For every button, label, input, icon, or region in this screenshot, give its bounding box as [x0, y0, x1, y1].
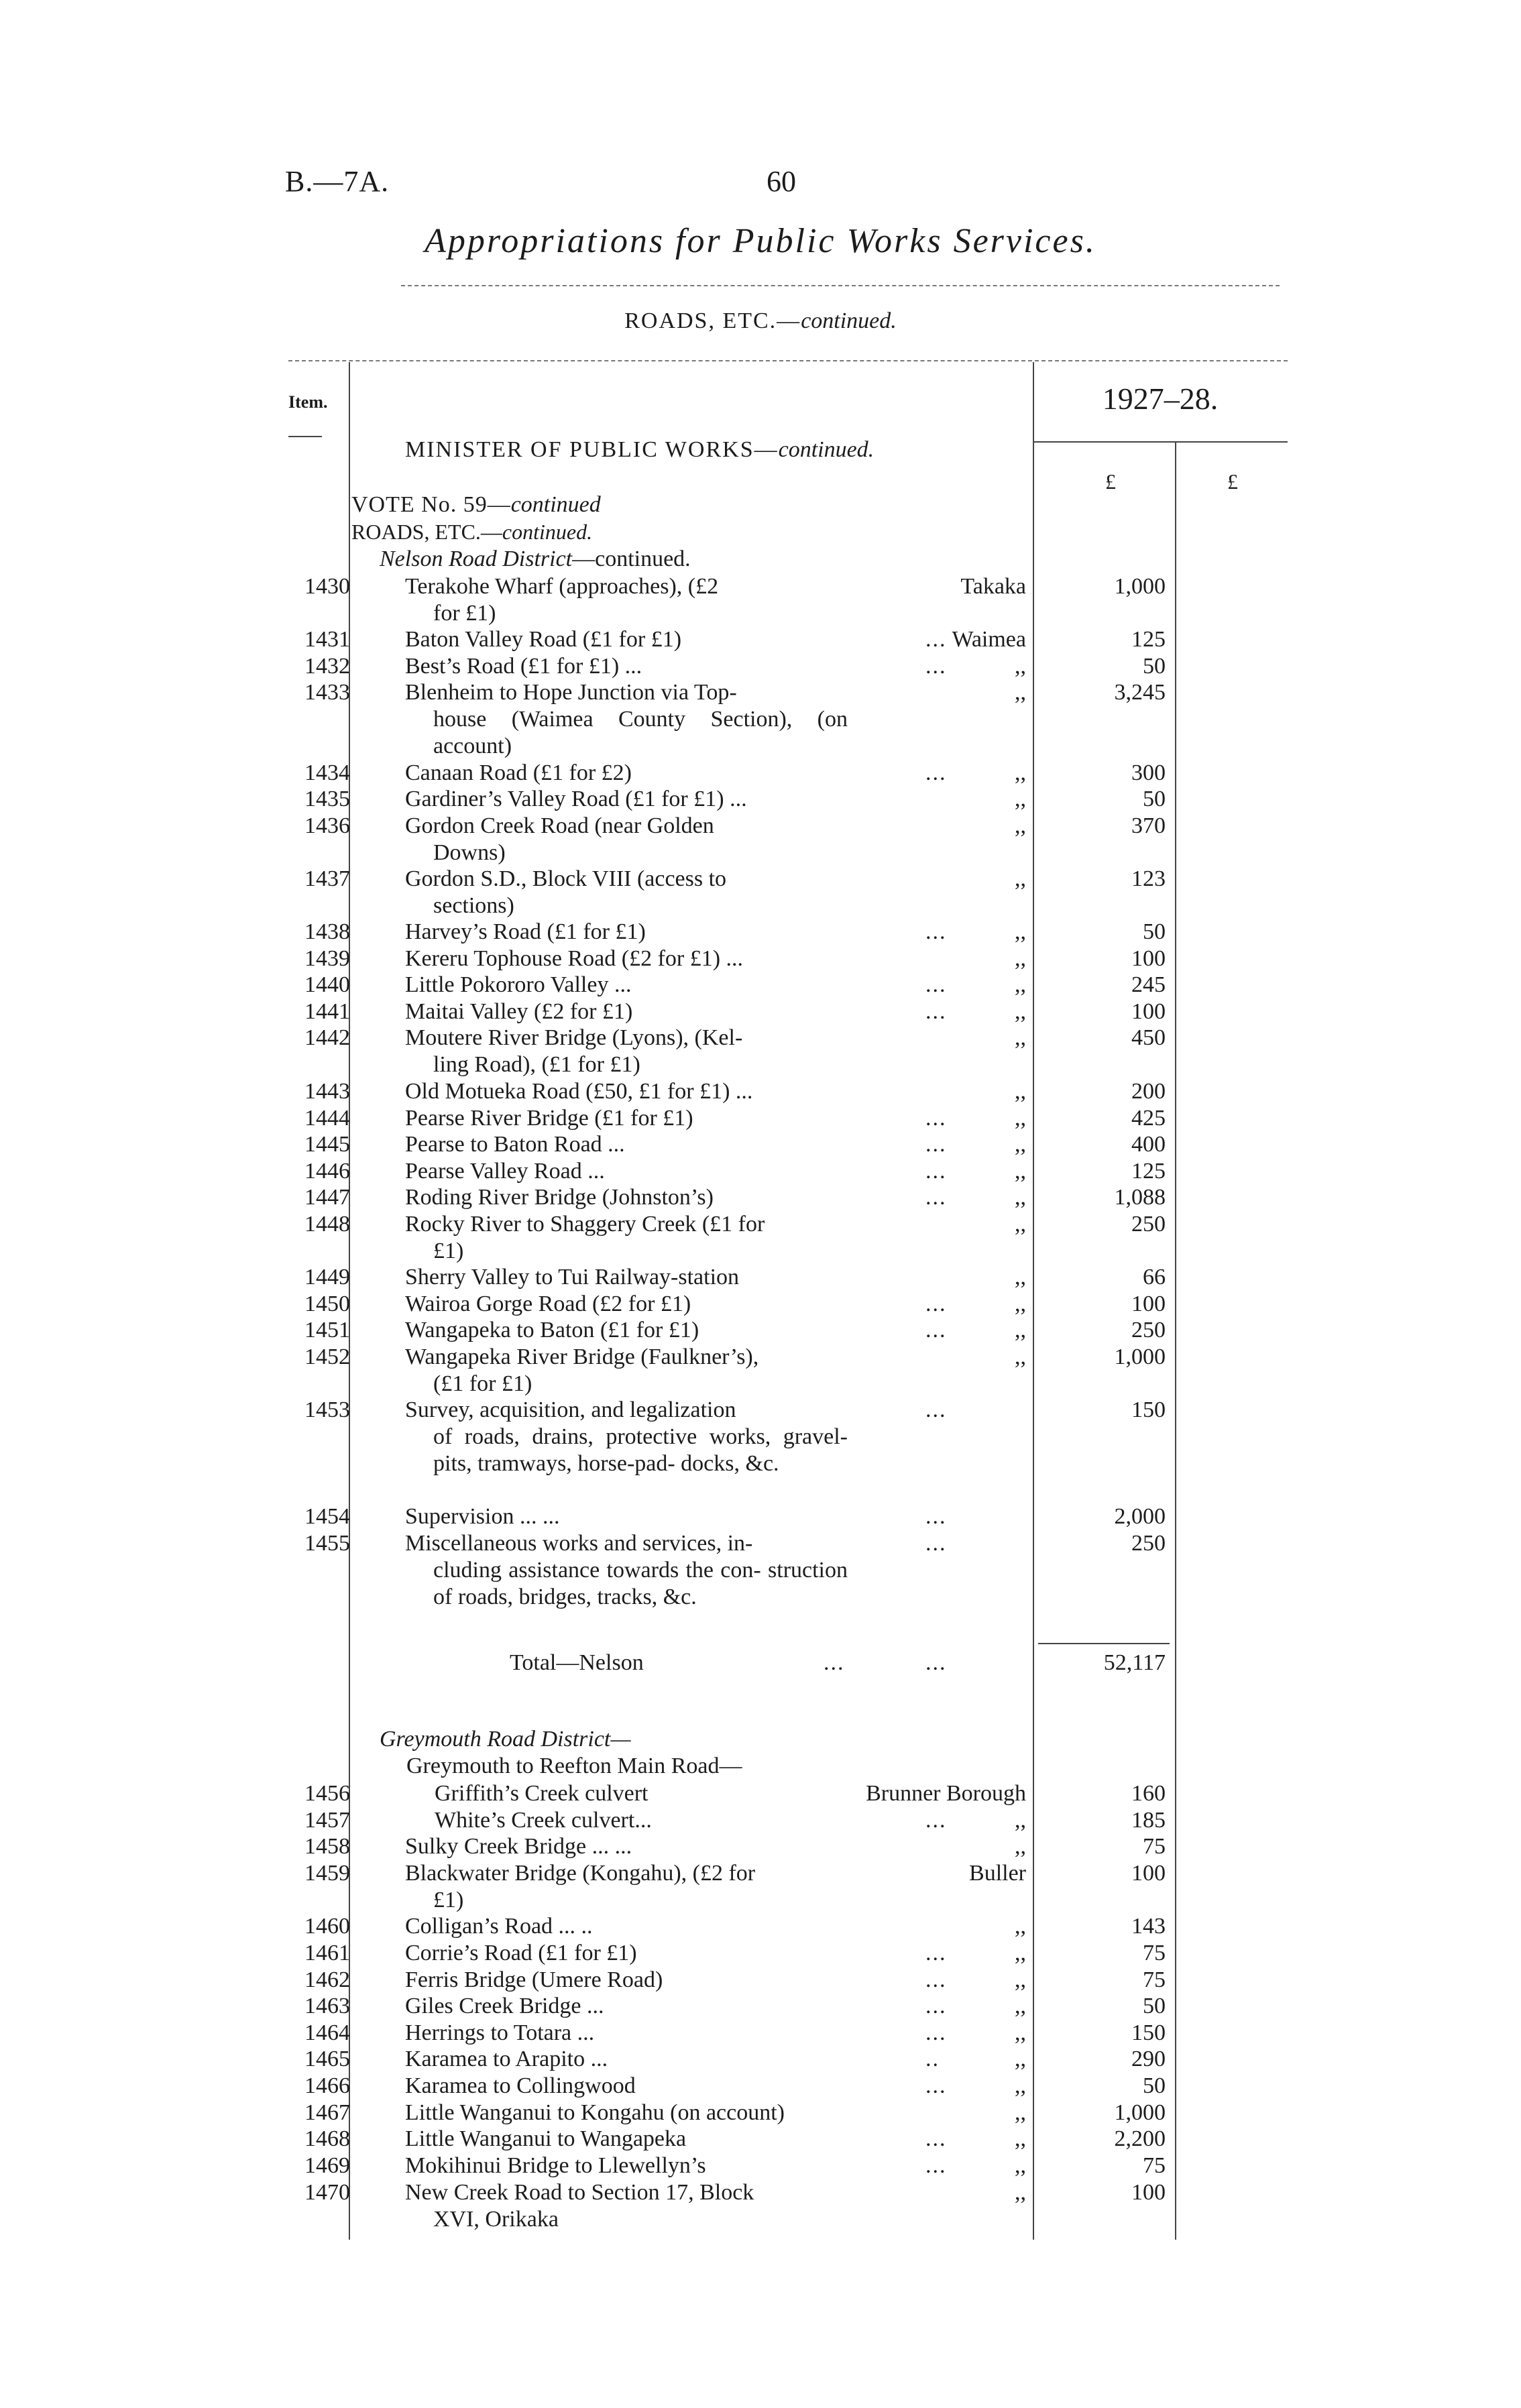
item-description — [405, 1913, 848, 1940]
county-name: ,, — [1015, 2180, 1026, 2205]
county-name: Brunner Borough — [866, 1781, 1026, 1806]
amount-value: 1,000 — [1114, 2100, 1166, 2125]
item-description — [405, 2153, 848, 2179]
item-description — [405, 2020, 848, 2047]
item-description — [405, 786, 848, 813]
description-continuation: (£1 for £1) — [433, 1371, 532, 1396]
county-name: Buller — [969, 1861, 1026, 1886]
item-number: 1456 — [304, 1781, 350, 1806]
amount-value: 300 — [1131, 760, 1166, 785]
item-description — [405, 679, 848, 760]
leader-dots: ... — [925, 1159, 947, 1184]
amount-value: 370 — [1131, 813, 1166, 838]
description-text: White’s Creek culvert... — [435, 1808, 652, 1833]
amount-value: 125 — [1131, 1159, 1166, 1184]
item-number: 1439 — [304, 946, 350, 971]
amount-value: 160 — [1131, 1781, 1166, 1806]
leader-dots: ... — [925, 760, 947, 785]
amount-value: 100 — [1131, 2180, 1166, 2205]
description-text: Griffith’s Creek culvert — [435, 1781, 649, 1806]
item-description — [405, 972, 848, 998]
amount-value: 1,000 — [1114, 574, 1166, 599]
description-text: Pearse to Baton Road ... — [405, 1132, 625, 1157]
amount-value: 200 — [1131, 1079, 1166, 1104]
description-text: Wangapeka River Bridge (Faulkner’s), — [405, 1344, 759, 1369]
description-continuation: £1) — [433, 1239, 464, 1263]
item-number: 1468 — [304, 2126, 350, 2151]
item-number: 1459 — [304, 1861, 350, 1886]
description-text: Survey, acquisition, and legalization — [405, 1397, 736, 1422]
item-description — [405, 626, 848, 653]
description-text: Terakohe Wharf (approaches), (£2 — [405, 574, 719, 599]
vote-heading: VOTE No. 59—continued — [351, 492, 601, 517]
county-name: ,, — [1015, 1132, 1026, 1157]
year-column-header: 1927–28. — [1102, 382, 1219, 416]
amount-value: 75 — [1143, 1967, 1166, 1992]
description-text: Pearse River Bridge (£1 for £1) — [405, 1106, 693, 1131]
item-number: 1469 — [304, 2153, 350, 2178]
leader-dots: ... — [925, 1967, 947, 1992]
item-description — [405, 813, 848, 866]
amount-value: 2,200 — [1114, 2126, 1166, 2151]
amount-value: 450 — [1131, 1025, 1166, 1050]
leader-dots: ... — [925, 2126, 947, 2151]
leader-dots: ... — [925, 1650, 947, 1675]
description-text: Colligan’s Road ... .. — [405, 1914, 593, 1939]
county-name: ,, — [1015, 1106, 1026, 1131]
item-description — [405, 919, 848, 945]
county-name: ,, — [1015, 1318, 1026, 1342]
description-text: Ferris Bridge (Umere Road) — [405, 1967, 663, 1992]
description-text: Little Pokororo Valley ... — [405, 972, 632, 997]
item-number: 1453 — [304, 1397, 350, 1422]
county-name: ,, — [1015, 1808, 1026, 1833]
description-text: Rocky River to Shaggery Creek (£1 for — [405, 1212, 765, 1237]
item-number: 1432 — [304, 654, 350, 679]
item-number: 1451 — [304, 1318, 350, 1342]
amount-value: 100 — [1131, 946, 1166, 971]
county-name: ,, — [1015, 787, 1026, 811]
amount-value: 50 — [1143, 919, 1166, 944]
description-text: Canaan Road (£1 for £2) — [405, 760, 632, 785]
description-continuation: XVI, Orikaka — [433, 2207, 559, 2232]
county-name: ,, — [1015, 1025, 1026, 1050]
description-continuation: cluding assistance towards the con- struction of roads, bridges, tracks, &c. — [433, 1558, 848, 1609]
amount-value: 75 — [1143, 2153, 1166, 2178]
description-text: Sherry Valley to Tui Railway-station — [405, 1265, 740, 1289]
item-description — [405, 945, 848, 972]
leader-dots: ... — [824, 1650, 845, 1675]
item-number: 1438 — [304, 919, 350, 944]
description-text: New Creek Road to Section 17, Block — [405, 2180, 754, 2205]
county-name: ,, — [1015, 1914, 1026, 1939]
description-text: Gardiner’s Valley Road (£1 for £1) ... — [405, 787, 747, 811]
amount-value: 75 — [1143, 1941, 1166, 1965]
description-text: Herrings to Totara ... — [405, 2020, 595, 2045]
county-name: ,, — [1015, 2020, 1026, 2045]
amount-value: 50 — [1143, 1994, 1166, 2018]
description-text: Karamea to Arapito ... — [405, 2047, 608, 2071]
item-description — [405, 2126, 848, 2153]
county-name: ,, — [1015, 760, 1026, 785]
item-description — [405, 1211, 848, 1265]
item-description — [405, 1264, 848, 1291]
description-text: Blackwater Bridge (Kongahu), (£2 for — [405, 1861, 756, 1886]
item-number: 1436 — [304, 813, 350, 838]
item-description — [405, 1184, 848, 1211]
county-name: ,, — [1015, 2126, 1026, 2151]
item-description — [405, 1833, 848, 1860]
description-text: Supervision ... ... — [405, 1504, 560, 1529]
item-number: 1455 — [304, 1531, 350, 1556]
description-text: Wangapeka to Baton (£1 for £1) — [405, 1318, 699, 1342]
amount-value: 50 — [1143, 787, 1166, 811]
item-number: 1433 — [304, 680, 350, 705]
leader-dots: ... — [925, 1292, 947, 1316]
amount-value: 250 — [1131, 1212, 1166, 1237]
county-name: ,, — [1015, 919, 1026, 944]
amount-value: 425 — [1131, 1106, 1166, 1131]
item-number: 1465 — [304, 2047, 350, 2071]
item-description — [405, 1025, 848, 1078]
item-description — [405, 1940, 848, 1967]
item-number: 1440 — [304, 972, 350, 997]
item-number: 1447 — [304, 1185, 350, 1210]
item-description — [405, 1503, 848, 1530]
page-number: 60 — [767, 165, 796, 198]
county-name: Waimea — [952, 627, 1026, 652]
description-text: Roding River Bridge (Johnston’s) — [405, 1185, 714, 1210]
leader-dots: .. — [925, 2047, 940, 2071]
county-name: ,, — [1015, 1212, 1026, 1237]
county-name: ,, — [1015, 999, 1026, 1024]
leader-dots: ... — [925, 1504, 947, 1529]
item-description — [405, 1131, 848, 1158]
item-number: 1437 — [304, 866, 350, 891]
item-number: 1435 — [304, 787, 350, 811]
item-description — [435, 1780, 850, 1807]
county-name: ,, — [1015, 1344, 1026, 1369]
item-number: 1470 — [304, 2180, 350, 2205]
item-number: 1434 — [304, 760, 350, 785]
item-number: 1449 — [304, 1265, 350, 1289]
item-number: 1443 — [304, 1079, 350, 1104]
description-continuation: Downs) — [433, 840, 506, 865]
description-text: Giles Creek Bridge ... — [405, 1994, 604, 2018]
leader-dots: ... — [925, 1106, 947, 1131]
leader-dots: ... — [925, 2153, 947, 2178]
description-text: Sulky Creek Bridge ... ... — [405, 1834, 632, 1859]
county-name: ,, — [1015, 1159, 1026, 1184]
leader-dots: ... — [925, 2020, 947, 2045]
total-label: Total—Nelson — [510, 1650, 644, 1675]
amount-value: 66 — [1143, 1265, 1166, 1289]
leader-dots: ... — [925, 1397, 947, 1422]
item-description — [405, 2100, 848, 2126]
amount-value: 150 — [1131, 1397, 1166, 1422]
amount-value: 250 — [1131, 1318, 1166, 1342]
page-title: Appropriations for Public Works Services. — [425, 222, 1096, 260]
item-number: 1454 — [304, 1504, 350, 1529]
county-name: ,, — [1015, 1834, 1026, 1859]
county-name: ,, — [1015, 2047, 1026, 2071]
item-number: 1458 — [304, 1834, 350, 1859]
item-number: 1463 — [304, 1994, 350, 2018]
county-name: ,, — [1015, 2100, 1026, 2125]
amount-value: 185 — [1131, 1808, 1166, 1833]
road-subheading: Greymouth to Reefton Main Road— — [406, 1754, 742, 1778]
county-name: ,, — [1015, 1292, 1026, 1316]
document-reference: B.—7A. — [285, 165, 390, 198]
description-text: Pearse Valley Road ... — [405, 1159, 605, 1184]
item-number: 1467 — [304, 2100, 350, 2125]
amount-value: 100 — [1131, 1292, 1166, 1316]
amount-value: 100 — [1131, 999, 1166, 1024]
item-description — [405, 653, 848, 680]
amount-value: 290 — [1131, 2047, 1166, 2071]
amount-value: 245 — [1131, 972, 1166, 997]
district-heading-nelson: Nelson Road District—continued. — [380, 547, 691, 571]
leader-dots: ... — [925, 1808, 947, 1833]
amount-value: 250 — [1131, 1531, 1166, 1556]
description-text: Kereru Tophouse Road (£2 for £1) ... — [405, 946, 744, 971]
item-number: 1448 — [304, 1212, 350, 1237]
county-name: ,, — [1015, 1967, 1026, 1992]
item-description — [405, 1397, 848, 1477]
item-number: 1446 — [304, 1159, 350, 1184]
description-text: Gordon S.D., Block VIII (access to — [405, 866, 727, 891]
leader-dots: ... — [925, 627, 947, 652]
description-continuation: of roads, drains, protective works, gravel-pits, tramways, horse-pad- docks, &c. — [433, 1424, 848, 1476]
description-text: Corrie’s Road (£1 for £1) — [405, 1941, 637, 1965]
description-text: Wairoa Gorge Road (£2 for £1) — [405, 1292, 691, 1316]
item-number: 1442 — [304, 1025, 350, 1050]
leader-dots: ... — [925, 1185, 947, 1210]
amount-value: 50 — [1143, 654, 1166, 679]
description-continuation: ling Road), (£1 for £1) — [433, 1052, 640, 1077]
item-number: 1457 — [304, 1808, 350, 1833]
amount-value: 100 — [1131, 1861, 1166, 1886]
county-name: ,, — [1015, 1079, 1026, 1104]
county-name: ,, — [1015, 946, 1026, 971]
description-text: Little Wanganui to Kongahu (on account) — [405, 2100, 785, 2125]
county-name: ,, — [1015, 680, 1026, 705]
item-description — [405, 866, 848, 919]
leader-dots: ... — [925, 1132, 947, 1157]
county-name: Takaka — [960, 574, 1026, 599]
description-continuation: £1) — [433, 1888, 464, 1912]
item-description — [405, 1105, 848, 1132]
amount-value: 143 — [1131, 1914, 1166, 1939]
total-amount: 52,117 — [1103, 1650, 1166, 1675]
county-name: ,, — [1015, 866, 1026, 891]
item-number: 1460 — [304, 1914, 350, 1939]
description-text: Best’s Road (£1 for £1) ... — [405, 654, 642, 679]
county-name: ,, — [1015, 1994, 1026, 2018]
item-number: 1430 — [304, 574, 350, 599]
item-description — [405, 1993, 848, 2020]
description-text: Maitai Valley (£2 for £1) — [405, 999, 633, 1024]
item-number: 1450 — [304, 1292, 350, 1316]
section-heading: ROADS, ETC.—continued. — [624, 308, 897, 333]
item-description — [405, 1078, 848, 1105]
item-number: 1444 — [304, 1106, 350, 1131]
description-text: Harvey’s Road (£1 for £1) — [405, 919, 646, 944]
item-number: 1466 — [304, 2073, 350, 2098]
leader-dots: ... — [925, 1531, 947, 1556]
county-name: ,, — [1015, 1185, 1026, 1210]
item-number: 1452 — [304, 1344, 350, 1369]
item-description — [405, 1530, 848, 1611]
item-description — [405, 2046, 848, 2073]
amount-value: 150 — [1131, 2020, 1166, 2045]
item-description — [405, 573, 848, 627]
item-number: 1461 — [304, 1941, 350, 1965]
description-text: Blenheim to Hope Junction via Top- — [405, 680, 737, 705]
description-continuation: for £1) — [433, 601, 496, 626]
county-name: ,, — [1015, 1265, 1026, 1289]
leader-dots: ... — [925, 1941, 947, 1965]
amount-value: 123 — [1131, 866, 1166, 891]
item-description — [405, 2073, 848, 2100]
description-continuation: house (Waimea County Section), (on account) — [433, 707, 848, 758]
county-name: ,, — [1015, 654, 1026, 679]
description-text: Gordon Creek Road (near Golden — [405, 813, 714, 838]
item-column-header: Item. — [288, 392, 328, 412]
item-number: 1464 — [304, 2020, 350, 2045]
item-description — [435, 1807, 850, 1834]
item-description — [405, 1860, 848, 1914]
item-description — [405, 998, 848, 1025]
amount-value: 1,088 — [1114, 1185, 1166, 1210]
item-description — [405, 1344, 848, 1397]
item-description — [405, 1317, 848, 1344]
item-number: 1462 — [304, 1967, 350, 1992]
amount-value: 50 — [1143, 2073, 1166, 2098]
item-description — [405, 2179, 848, 2233]
amount-value: 400 — [1131, 1132, 1166, 1157]
amount-value: 125 — [1131, 627, 1166, 652]
leader-dots: ... — [925, 2073, 947, 2098]
amount-value: 3,245 — [1114, 680, 1166, 705]
amount-value: 2,000 — [1114, 1504, 1166, 1529]
item-number: 1441 — [304, 999, 350, 1024]
currency-symbol: £ — [1105, 469, 1116, 494]
description-text: Mokihinui Bridge to Llewellyn’s — [405, 2153, 706, 2178]
description-text: Moutere River Bridge (Lyons), (Kel- — [405, 1025, 743, 1050]
leader-dots: ... — [925, 919, 947, 944]
description-text: Little Wanganui to Wangapeka — [405, 2126, 687, 2151]
item-description — [405, 1967, 848, 1994]
description-text: Old Motueka Road (£50, £1 for £1) ... — [405, 1079, 753, 1104]
county-name: ,, — [1015, 2153, 1026, 2178]
leader-dots: ... — [925, 999, 947, 1024]
district-heading-greymouth: Greymouth Road District— — [380, 1727, 631, 1752]
county-name: ,, — [1015, 972, 1026, 997]
amount-value: 1,000 — [1114, 1344, 1166, 1369]
leader-dots: ... — [925, 1318, 947, 1342]
ministry-heading: MINISTER OF PUBLIC WORKS—continued. — [405, 437, 875, 462]
item-number: 1431 — [304, 627, 350, 652]
description-text: Miscellaneous works and services, in- — [405, 1531, 753, 1556]
description-text: Karamea to Collingwood — [405, 2073, 636, 2098]
amount-value: 75 — [1143, 1834, 1166, 1859]
currency-symbol: £ — [1227, 469, 1238, 494]
description-text: Baton Valley Road (£1 for £1) — [405, 627, 682, 652]
item-description — [405, 1158, 848, 1185]
county-name: ,, — [1015, 2073, 1026, 2098]
roads-heading: ROADS, ETC.—continued. — [351, 520, 593, 544]
item-description — [405, 760, 848, 787]
item-number: 1445 — [304, 1132, 350, 1157]
description-continuation: sections) — [433, 893, 514, 918]
item-description — [405, 1291, 848, 1318]
leader-dots: ... — [925, 654, 947, 679]
leader-dots: ... — [925, 972, 947, 997]
county-name: ,, — [1015, 813, 1026, 838]
county-name: ,, — [1015, 1941, 1026, 1965]
leader-dots: ... — [925, 1994, 947, 2018]
